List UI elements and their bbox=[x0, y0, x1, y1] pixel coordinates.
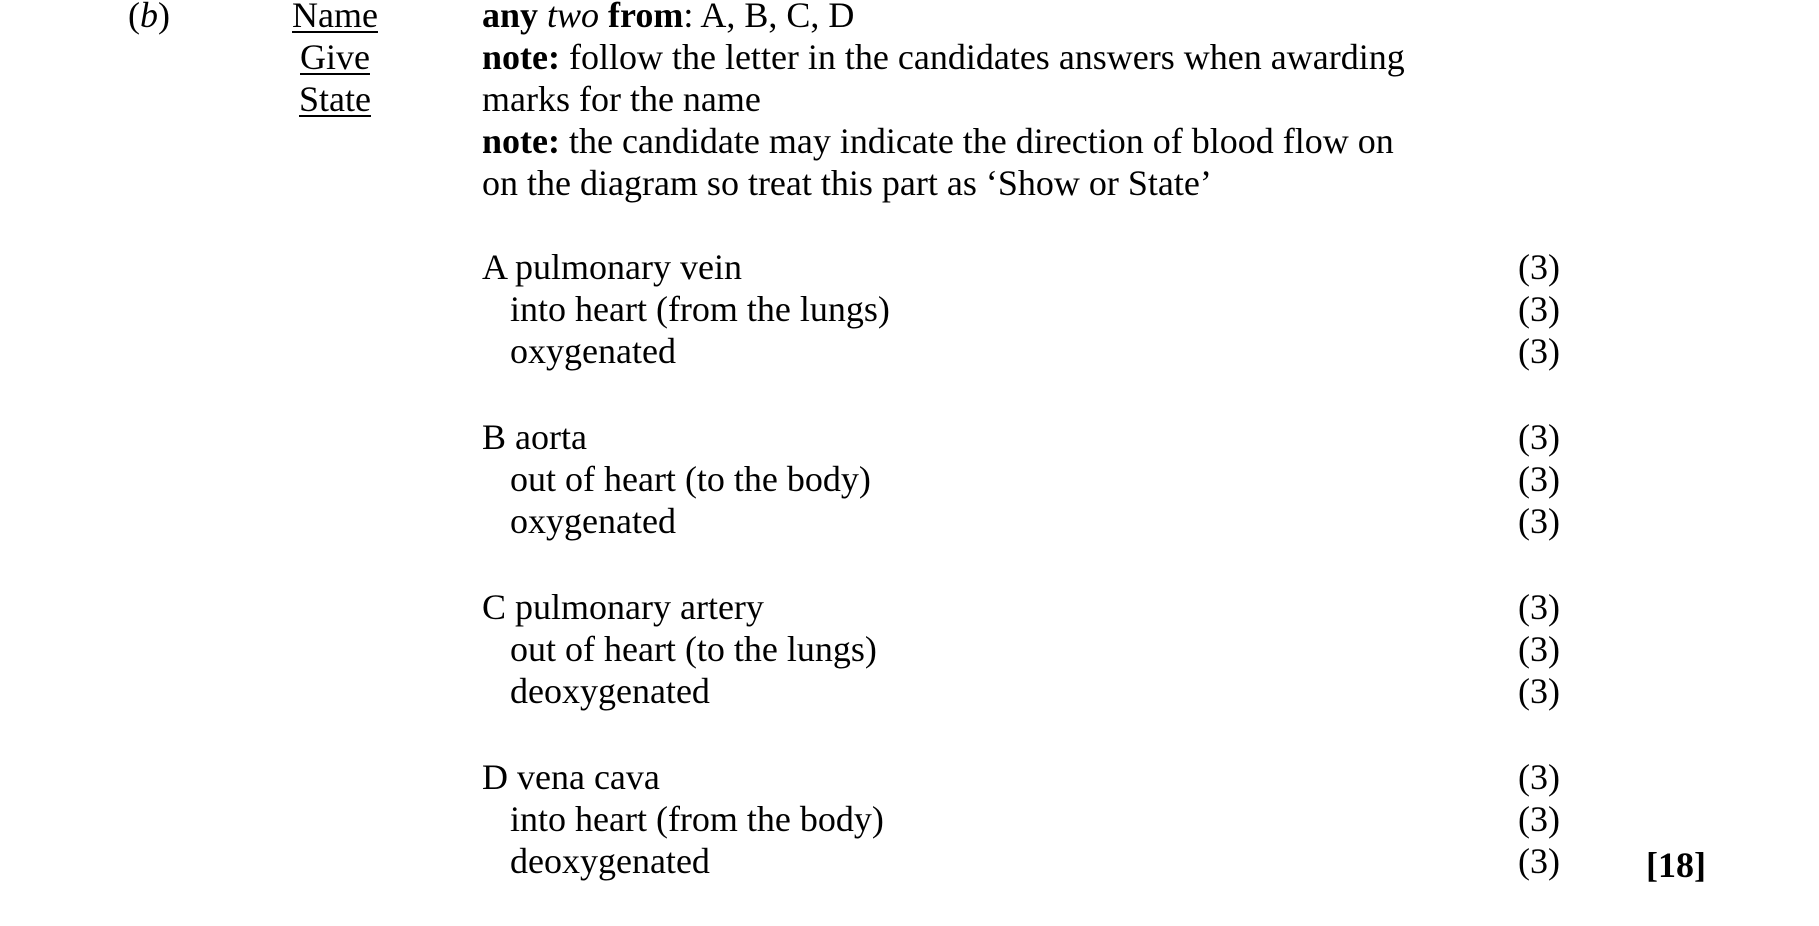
answer-row bbox=[482, 586, 1582, 628]
answer-row bbox=[482, 840, 1582, 882]
part-close-paren: ) bbox=[158, 0, 170, 35]
answer-text: oxygenated bbox=[510, 331, 676, 371]
total-marks: [18] bbox=[1646, 845, 1706, 885]
answer-text: out of heart (to the body) bbox=[510, 459, 871, 499]
answer-row bbox=[482, 628, 1582, 670]
mark-value: (3) bbox=[1518, 459, 1560, 499]
answer-row bbox=[482, 458, 1582, 500]
answer-text: C pulmonary artery bbox=[482, 587, 764, 627]
part-open-paren: ( bbox=[128, 0, 140, 35]
answer-group-b bbox=[482, 416, 1582, 542]
answer-row bbox=[482, 670, 1582, 712]
mark-value: (3) bbox=[1518, 757, 1560, 797]
answer-row bbox=[482, 500, 1582, 542]
answer-group-a bbox=[482, 246, 1582, 372]
marking-guidance bbox=[482, 0, 1405, 204]
answer-row bbox=[482, 288, 1582, 330]
guidance-note-1-line-2: marks for the name bbox=[482, 79, 761, 119]
mark-value: (3) bbox=[1518, 417, 1560, 457]
guidance-note-2-line-1: note: the candidate may indicate the direction of blood flow on bbox=[482, 121, 1394, 161]
answer-text: D vena cava bbox=[482, 757, 660, 797]
mark-value: (3) bbox=[1518, 799, 1560, 839]
answer-text: deoxygenated bbox=[510, 671, 710, 711]
mark-value: (3) bbox=[1518, 587, 1560, 627]
answer-text: into heart (from the lungs) bbox=[510, 289, 890, 329]
guidance-line-any-two: any two from: A, B, C, D bbox=[482, 0, 855, 35]
answer-text: B aorta bbox=[482, 417, 587, 457]
mark-value: (3) bbox=[1518, 331, 1560, 371]
answer-row bbox=[482, 246, 1582, 288]
answer-text: deoxygenated bbox=[510, 841, 710, 881]
answer-text: into heart (from the body) bbox=[510, 799, 884, 839]
command-word-state: State bbox=[299, 79, 371, 119]
guidance-note-1-line-1: note: follow the letter in the candidates answers when awarding bbox=[482, 37, 1405, 77]
answer-group-c bbox=[482, 586, 1582, 712]
mark-value: (3) bbox=[1518, 841, 1560, 881]
mark-value: (3) bbox=[1518, 289, 1560, 329]
mark-value: (3) bbox=[1518, 247, 1560, 287]
answer-text: oxygenated bbox=[510, 501, 676, 541]
answer-list bbox=[482, 246, 1582, 926]
part-label bbox=[128, 0, 170, 36]
mark-value: (3) bbox=[1518, 629, 1560, 669]
answer-row bbox=[482, 798, 1582, 840]
command-word-name: Name bbox=[292, 0, 378, 35]
answer-text: out of heart (to the lungs) bbox=[510, 629, 877, 669]
mark-value: (3) bbox=[1518, 501, 1560, 541]
guidance-note-2-line-2: on the diagram so treat this part as ‘Show or State’ bbox=[482, 163, 1212, 203]
command-word-give: Give bbox=[300, 37, 370, 77]
answer-row bbox=[482, 416, 1582, 458]
answer-text: A pulmonary vein bbox=[482, 247, 742, 287]
answer-row bbox=[482, 756, 1582, 798]
answer-group-d bbox=[482, 756, 1582, 882]
answer-row bbox=[482, 330, 1582, 372]
mark-value: (3) bbox=[1518, 671, 1560, 711]
part-letter: b bbox=[140, 0, 158, 35]
